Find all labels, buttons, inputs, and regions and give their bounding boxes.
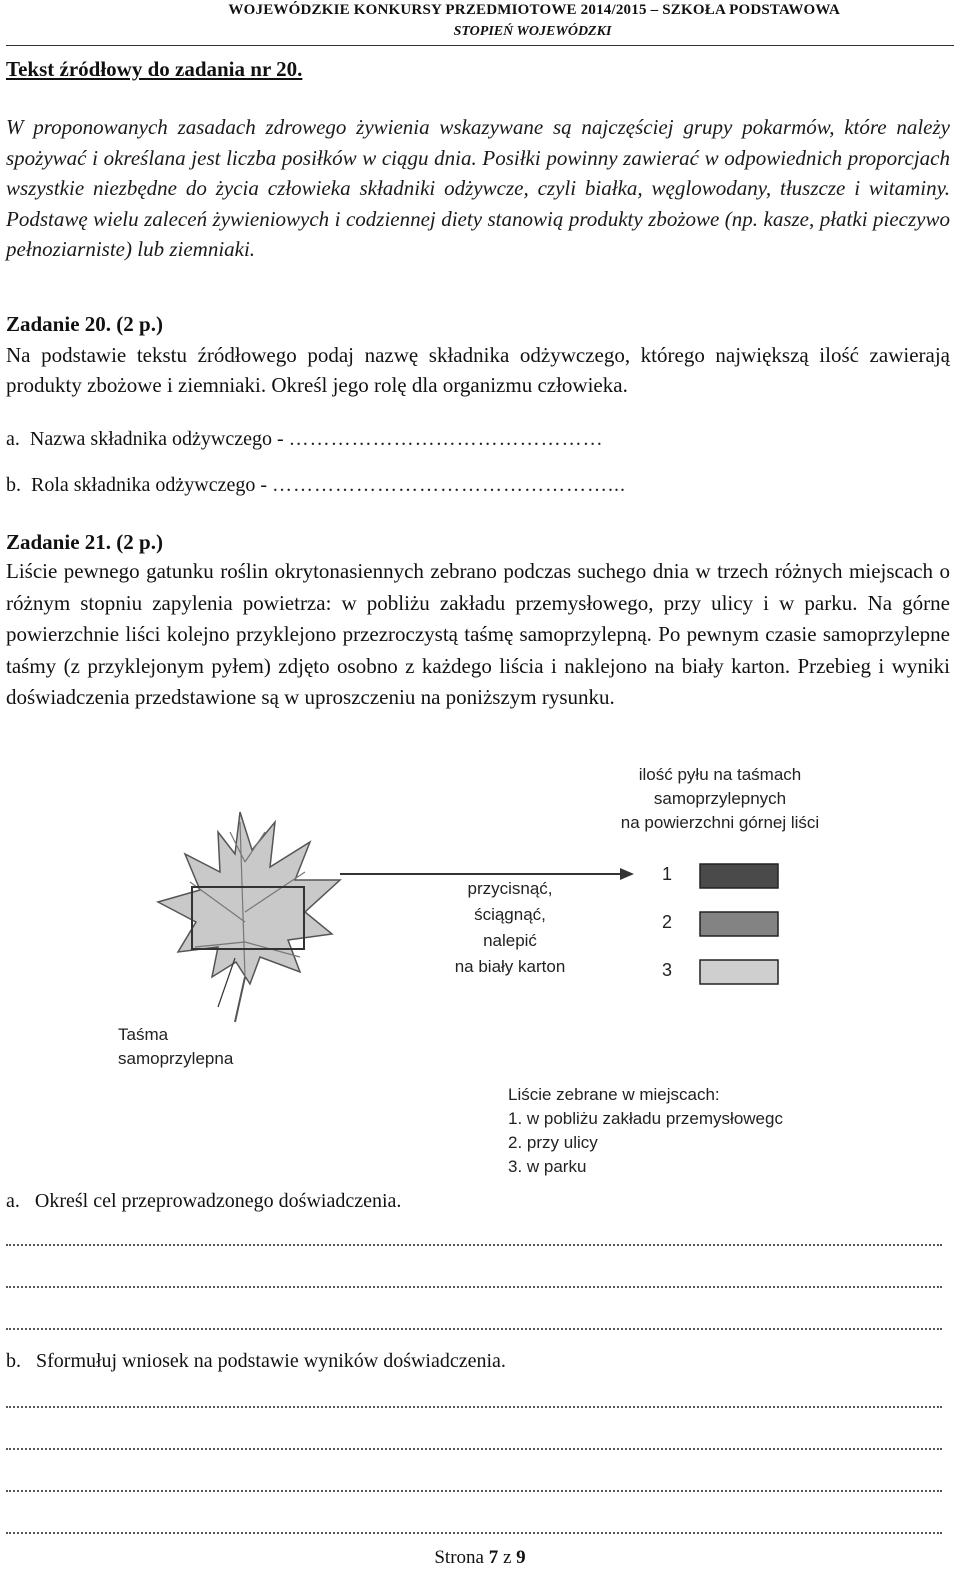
task21-title: Zadanie 21. (2 p.) — [6, 530, 163, 554]
task20-a-text: Nazwa składnika odżywczego - — [29, 428, 284, 450]
task20-answer-b — [6, 474, 950, 497]
footer-sep: z — [502, 1547, 512, 1568]
page-footer — [0, 1547, 960, 1569]
task20-b-text: Rola składnika odżywczego - — [31, 474, 268, 496]
footer-page-number: 7 — [488, 1547, 499, 1568]
task21-question-b — [6, 1350, 950, 1373]
header-title: WOJEWÓDZKIE KONKURSY PRZEDMIOTOWE 2014/2015 – SZKOŁA PODSTAWOWA — [228, 2, 840, 18]
answer-line-b1[interactable] — [6, 1406, 942, 1408]
figure-step-line4: na biały karton — [454, 957, 566, 976]
legend-item-3: 3. w parku — [508, 1157, 587, 1176]
legend-title: Liście zebrane w miejscach: — [508, 1085, 720, 1104]
header-subtitle: STOPIEŃ WOJEWÓDZKI — [453, 24, 612, 39]
legend-item-1: 1. w pobliżu zakładu przemysłowegc — [508, 1109, 783, 1128]
task21-b-text: Sformułuj wniosek na podstawie wyników doświadczenia. — [36, 1350, 506, 1372]
dust-strip-1 — [700, 864, 778, 888]
task21-question-a — [6, 1190, 950, 1213]
source-text: W proponowanych zasadach zdrowego żywienia wskazywane są najczęściej grupy pokarmów, które należy spożywać i określana jest liczba posiłków w ciągu dnia. Posiłki powinny zawierać w odpowiednich proporcjach wszystkie niezbędne do życia człowieka składniki odżywcze, czyli białka, węglowodany, tłuszcze i witaminy. Podstawę wielu zaleceń żywieniowych i codziennej diety stanowią produkty zbożowe (np. kasze, płatki pieczywo pełnoziarniste) lub ziemniaki. — [6, 115, 950, 261]
tape-label-line2: samoprzylepna — [118, 1049, 234, 1068]
figure-step-line2: ściągnąć, — [474, 905, 546, 924]
answer-line-b3[interactable] — [6, 1490, 942, 1492]
answer-line-a3[interactable] — [6, 1328, 942, 1330]
task20-a-answer-field[interactable]: ……………………………………… — [288, 428, 604, 450]
legend-item-2: 2. przy ulicy — [508, 1133, 598, 1152]
task20-title: Zadanie 20. (2 p.) — [6, 312, 163, 336]
answer-line-a2[interactable] — [6, 1286, 942, 1288]
task21-a-text: Określ cel przeprowadzonego doświadczenia. — [34, 1190, 402, 1212]
header-divider — [6, 45, 954, 46]
experiment-figure — [100, 762, 850, 1182]
figure-step-line1: przycisnąć, — [467, 879, 553, 898]
experiment-diagram — [100, 762, 850, 1182]
task21-text: Liście pewnego gatunku roślin okrytonasiennych zebrano podczas suchego dnia w trzech różnych miejscach o różnym stopniu zapylenia powietrza: w pobliżu zakładu przemysłowego, przy ulicy i w parku. Na górne powierzchnie liści kolejno przyklejono przezroczystą taśmę samoprzylepną. Po pewnym czasie samoprzylepne taśmy (z przyklejonym pyłem) zdjęto osobno z każdego liścia i naklejono na biały karton. Przebieg i wyniki doświadczenia przedstawione są w uproszczeniu na poniższym rysunku. — [6, 559, 950, 709]
answer-line-b4[interactable] — [6, 1532, 942, 1534]
task21-a-label: a. — [6, 1190, 20, 1212]
strip-number-3: 3 — [662, 960, 673, 980]
source-title: Tekst źródłowy do zadania nr 20. — [6, 57, 303, 81]
footer-page-total: 9 — [516, 1547, 526, 1568]
task20-b-answer-field[interactable]: …………………………………………... — [272, 474, 627, 496]
dust-strip-2 — [700, 912, 778, 936]
dust-strip-3 — [700, 960, 778, 984]
task21-b-label: b. — [6, 1350, 21, 1372]
answer-line-a1[interactable] — [6, 1244, 942, 1246]
strip-number-2: 2 — [662, 912, 673, 932]
tape-label-line1: Taśma — [118, 1025, 169, 1044]
footer-prefix: Strona — [434, 1547, 484, 1568]
task20-a-label: a. — [6, 428, 20, 450]
figure-top-caption-line1: ilość pyłu na taśmach — [638, 765, 802, 784]
task20-b-label: b. — [6, 474, 21, 496]
task20-answer-a — [6, 428, 950, 451]
figure-step-line3: nalepić — [483, 931, 537, 950]
answer-line-b2[interactable] — [6, 1448, 942, 1450]
task20-text: Na podstawie tekstu źródłowego podaj nazwę składnika odżywczego, którego największą ilość zawierają produkty zbożowe i ziemniaki. Określ jego rolę dla organizmu człowieka. — [6, 343, 950, 397]
strip-number-1: 1 — [662, 864, 673, 884]
figure-top-caption-line3: na powierzchni górnej liści — [620, 813, 820, 832]
maple-leaf-illustration — [158, 812, 340, 1022]
figure-top-caption-line2: samoprzylepnych — [653, 789, 787, 808]
